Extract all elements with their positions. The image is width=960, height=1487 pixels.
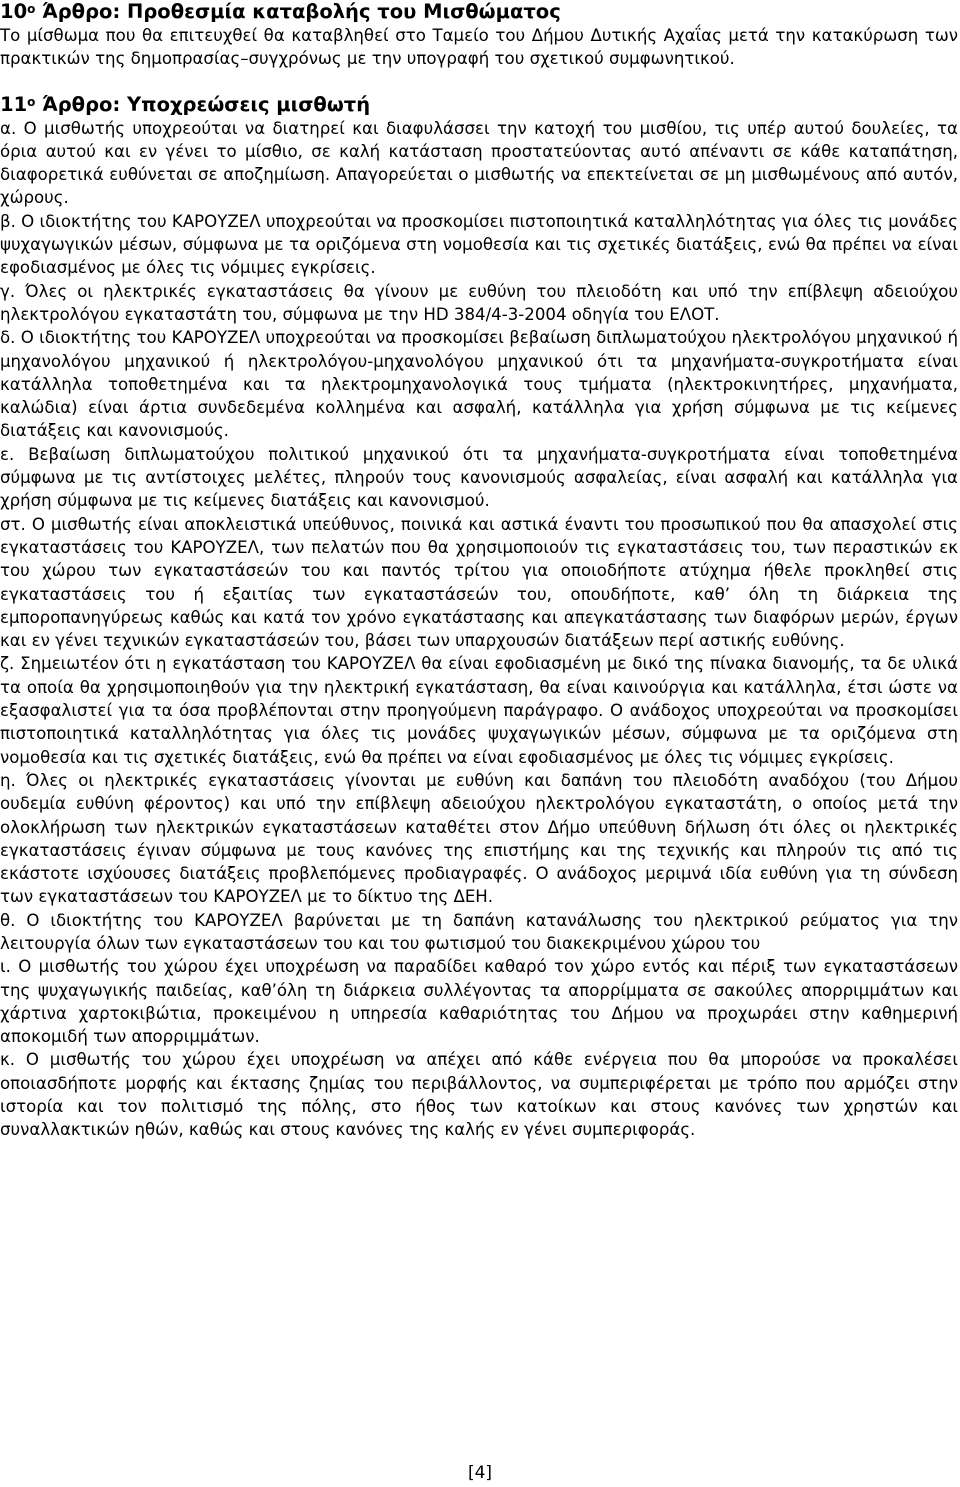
article-11-title: Άρθρο: Υποχρεώσεις μισθωτή [35, 93, 371, 117]
article-10-number: 10 [0, 0, 28, 23]
clause-alpha: α. Ο μισθωτής υποχρεούται να διατηρεί και διαφυλάσσει την κατοχή του μισθίου, τις υπέρ αυτού δουλείες, τα όρια αυτού και εν γένει το μίσθιο, σε καλή κατάσταση προστατεύοντας αυτό απέναντι σε κάθε καταπάτηση, διαφορετικά ευθύνεται σε αποζημίωση. Απαγορεύεται ο μισθωτής να επεκτείνεται σε μη μισθωμένους από αυτόν, χώρους. [0, 118, 958, 208]
clause-zeta: ζ. Σημειωτέον ότι η εγκατάσταση του ΚΑΡΟΥΖΕΛ θα είναι εφοδιασμένη με δικό της πίνακα διανομής, τα δε υλικά τα οποία θα χρησιμοποιηθούν για την ηλεκτρική εγκατάσταση, θα είναι καινούργια και κατάλληλα, έτσι ώστε να εξασφαλιστεί για τα όσα προβλέπονται στην προηγούμενη παράγραφο. Ο ανάδοχος υποχρεούται να προσκομίσει πιστοποιητικά καταλληλότητας για όλες τις μονάδες ψυχαγωγικών μέσων, σύμφωνα με τα οριζόμενα στη νομοθεσία και τις σχετικές διατάξεις, ενώ θα πρέπει να είναι εφοδιασμένος με όλες τις νόμιμες εγκρίσεις. [0, 654, 958, 767]
clause-stigma: στ. Ο μισθωτής είναι αποκλειστικά υπεύθυνος, ποινικά και αστικά έναντι του προσωπικού που θα απασχολεί στις εγκαταστάσεις του ΚΑΡΟΥΖΕΛ, των πελατών που θα χρησιμοποιούν τις εγκαταστάσεις του, των περαστικών εκ του χώρου των εγκαταστάσεών του και παντός τρίτου για οποιοδήποτε ατύχημα ήθελε προκληθεί στις εγκαταστάσεις του ή εξαιτίας των εγκαταστάσεών του, οπουδήποτε, καθ’ όλη τη διάρκεια της εμποροπανηγύρεως καθώς και κατά τον χρόνο εγκατάστασης και απεγκατάστασης των διαφόρων μερών, έργων και εν γένει τεχνικών εγκαταστάσεών του, βάσει των υπαρχουσών διατάξεων περί αστικής ευθύνης. [0, 514, 958, 651]
section-spacer [0, 70, 958, 93]
article-10-title: Άρθρο: Προθεσμία καταβολής του Μισθώματος [35, 0, 561, 23]
article-11-number: 11 [0, 93, 28, 117]
article-10-body: Το μίσθωμα που θα επιτευχθεί θα καταβληθεί στο Ταμείο του Δήμου Δυτικής Αχαΐας μετά την κατακύρωση των πρακτικών της δημοπρασίας–συγχρόνως με την υπογραφή του σχετικού συμφωνητικού. [0, 25, 958, 68]
clause-epsilon: ε. Βεβαίωση διπλωματούχου πολιτικού μηχανικού ότι τα μηχανήματα-συγκροτήματα είναι τοποθετημένα σύμφωνα με τις αντίστοιχες μελέτες, πληρούν τους κανονισμούς ασφαλείας, είναι ασφαλή και κατάλληλα για χρήση σύμφωνα με τις κείμενες διατάξεις και κανονισμού. [0, 444, 958, 511]
clause-eta: η. Όλες οι ηλεκτρικές εγκαταστάσεις γίνονται με ευθύνη και δαπάνη του πλειοδότη αναδόχου (του Δήμου ουδεμία ευθύνη φέροντος) και υπό την επίβλεψη αδειούχου ηλεκτρολόγου εγκαταστάτη, ο οποίος μετά την ολοκλήρωση των ηλεκτρικών εγκαταστάσεων καταθέτει στον Δήμο υπεύθυνη δήλωση ότι όλες οι ηλεκτρικές εγκαταστάσεις έγιναν σύμφωνα με τους κανόνες της επιστήμης και της τεχνικής και πληρούν τις από τις εκάστοτε ισχύουσες διατάξεις προβλεπόμενες προδιαγραφές. Ο ανάδοχος μεριμνά ιδία ευθύνη για τη σύνδεση των εγκαταστάσεων του ΚΑΡΟΥΖΕΛ με το δίκτυο της ΔΕΗ. [0, 770, 958, 907]
clause-iota: ι. Ο μισθωτής του χώρου έχει υποχρέωση να παραδίδει καθαρό τον χώρο εντός και πέριξ των εγκαταστάσεων της ψυχαγωγικής παιδείας, καθ’όλη τη διάρκεια συλλέγοντας τα απορρίμματα σε σακούλες απορριμμάτων και χάρτινα χαρτοκιβώτια, προκειμένου η υπηρεσία καθαριότητας του Δήμου να προχωράει στην καθημερινή αποκομιδή των απορριμμάτων. [0, 957, 958, 1047]
article-11-heading [0, 93, 958, 117]
clause-delta: δ. Ο ιδιοκτήτης του ΚΑΡΟΥΖΕΛ υποχρεούται να προσκομίσει βεβαίωση διπλωματούχου ηλεκτρολόγου μηχανικού ή μηχανολόγου μηχανικού ή ηλεκτρολόγου-μηχανολόγου μηχανικού ότι τα μηχανήματα-συγκροτήματα είναι κατάλληλα τοποθετημένα και τα ηλεκτρομηχανολογικά τους τμήματα (ηλεκτροκινητήρες, μηχανήματα, καλώδια) είναι άρτια συνδεδεμένα κολλημένα και ασφαλή, κατάλληλα για χρήση σύμφωνα με τις κείμενες διατάξεις και κανονισμούς. [0, 328, 958, 441]
clause-kappa: κ. Ο μισθωτής του χώρου έχει υποχρέωση να απέχει από κάθε ενέργεια που θα μπορούσε να προκαλέσει οποιασδήποτε μορφής και έκτασης ζημίας του περιβάλλοντος, να συμπεριφέρεται με τρόπο που αρμόζει στην ιστορία και τον πολιτισμό της πόλης, στο ήθος των κατοίκων και στους κανόνες των χρηστών και συναλλακτικών ηθών, καθώς και στους κανόνες της καλής εν γένει συμπεριφοράς. [0, 1050, 958, 1140]
page-number: [4] [467, 1463, 493, 1483]
article-10-ordinal: ο [27, 2, 36, 16]
clause-beta: β. Ο ιδιοκτήτης του ΚΑΡΟΥΖΕΛ υποχρεούται να προσκομίσει πιστοποιητικά καταλληλότητας για όλες τις μονάδες ψυχαγωγικών μέσων, σύμφωνα με τα οριζόμενα στη νομοθεσία και τις σχετικές διατάξεις, ενώ θα πρέπει να είναι εφοδιασμένος με όλες τις νόμιμες εγκρίσεις. [0, 211, 958, 278]
clause-gamma: γ. Όλες οι ηλεκτρικές εγκαταστάσεις θα γίνουν με ευθύνη του πλειοδότη και υπό την επίβλεψη αδειούχου ηλεκτρολόγου εγκαταστάτη του, σύμφωνα με την HD 384/4-3-2004 οδηγία του ΕΛΟΤ. [0, 281, 958, 324]
article-10-heading [0, 0, 958, 24]
clause-theta: θ. Ο ιδιοκτήτης του ΚΑΡΟΥΖΕΛ βαρύνεται με τη δαπάνη κατανάλωσης του ηλεκτρικού ρεύματος για την λειτουργία όλων των εγκαταστάσεων του και του φωτισμού του διακεκριμένου χώρου του [0, 910, 958, 953]
article-11-ordinal: ο [27, 95, 36, 110]
